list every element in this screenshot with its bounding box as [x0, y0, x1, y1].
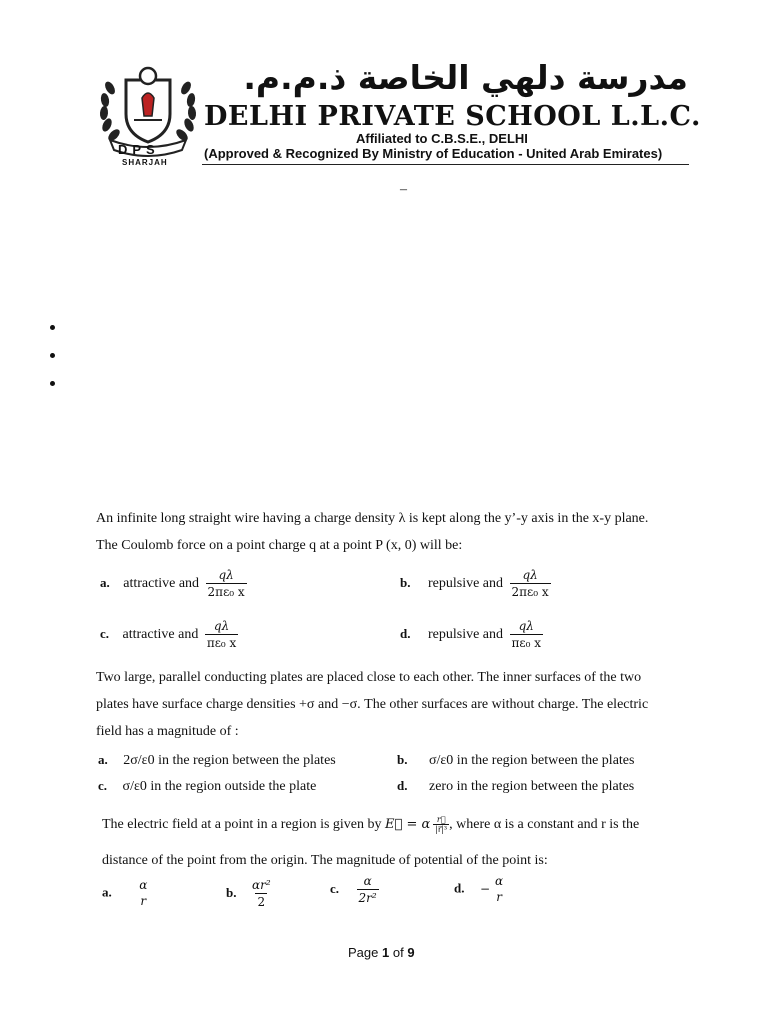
- fraction-denominator: |r⃗|³: [435, 825, 448, 834]
- option-letter: b.: [226, 885, 237, 901]
- question-3-stem-line-2: distance of the point from the origin. The magnitude of potential of the point is:: [102, 853, 548, 868]
- question-1-option-a: [100, 568, 247, 600]
- bullet-point: [50, 325, 55, 330]
- stem-text: The electric field at a point in a region is given by: [102, 817, 382, 833]
- fraction-denominator: 2: [257, 895, 266, 909]
- logo-sharjah-text: SHARJAH: [122, 158, 168, 167]
- option-fraction: [510, 619, 544, 651]
- option-letter: a.: [102, 884, 112, 900]
- stem-text: , where α is a constant and r is the: [449, 817, 640, 833]
- question-2-stem-line-3: field has a magnitude of :: [96, 724, 239, 739]
- page-word: Page: [348, 945, 379, 960]
- fraction-denominator: r: [140, 894, 147, 908]
- question-1-option-c: [100, 619, 238, 651]
- approval-text: (Approved & Recognized By Ministry of Education - United Arab Emirates): [204, 146, 663, 161]
- option-letter: a.: [98, 752, 108, 767]
- bullet-point: [50, 353, 55, 358]
- of-word: of: [392, 945, 404, 960]
- fraction-denominator: πε₀ x: [206, 636, 237, 650]
- question-3-option-d: [454, 874, 505, 905]
- question-2-stem-line-2: plates have surface charge densities +σ and −σ. The other surfaces are without charge. The electric: [96, 697, 649, 712]
- fraction-numerator: qλ: [522, 568, 538, 582]
- logo-dps-text: DPS: [118, 142, 160, 157]
- page-number: [348, 945, 415, 960]
- option-letter: b.: [397, 752, 408, 767]
- option-letter: c.: [330, 881, 340, 897]
- option-text: σ/ε0 in the region outside the plate: [122, 779, 317, 794]
- school-name-arabic: مدرسة دلهي الخاصة ذ.م.م.: [243, 58, 688, 97]
- question-2-stem-line-1: Two large, parallel conducting plates are placed close to each other. The inner surfaces of the two: [96, 670, 642, 685]
- option-fraction: [205, 619, 239, 651]
- fraction-denominator: 2πε₀ x: [207, 585, 245, 599]
- total-pages: 9: [407, 945, 415, 960]
- option-text: repulsive and: [427, 576, 504, 592]
- option-fraction: [510, 568, 551, 600]
- dash-mark: –: [400, 182, 407, 197]
- field-formula-fraction: [433, 815, 449, 835]
- question-3-option-b: [226, 878, 273, 910]
- question-1-stem-line-1: An infinite long straight wire having a charge density λ is kept along the y’-y axis in the x-y plane.: [96, 511, 649, 526]
- option-fraction: [250, 878, 273, 910]
- option-text: 2σ/ε0 in the region between the plates: [123, 753, 336, 768]
- option-text: attractive and: [122, 627, 199, 643]
- question-1-stem-line-2: The Coulomb force on a point charge q at a point P (x, 0) will be:: [96, 538, 463, 553]
- option-letter: d.: [397, 778, 408, 793]
- affiliation-text: Affiliated to C.B.S.E., DELHI: [356, 131, 528, 146]
- option-text: repulsive and: [427, 627, 504, 643]
- fraction-numerator: qλ: [218, 568, 234, 582]
- question-1-option-d: [400, 619, 543, 651]
- option-text: zero in the region between the plates: [428, 779, 635, 794]
- option-letter: b.: [400, 575, 411, 591]
- option-text: σ/ε0 in the region between the plates: [428, 753, 635, 768]
- fraction-numerator: α: [139, 878, 148, 892]
- fraction-numerator: r⃗: [436, 815, 446, 824]
- question-2-option-c: [98, 777, 316, 796]
- question-1-option-b: [400, 568, 551, 600]
- fraction-numerator: αr²: [251, 878, 271, 892]
- option-fraction: [137, 878, 149, 909]
- option-letter: d.: [454, 880, 465, 896]
- option-letter: a.: [100, 575, 110, 591]
- bullet-point: [50, 381, 55, 386]
- option-text: attractive and: [123, 576, 200, 592]
- question-2-option-d: [397, 777, 634, 796]
- header-divider: [202, 164, 689, 165]
- fraction-denominator: r: [496, 890, 502, 904]
- question-3-option-c: [330, 874, 379, 906]
- option-letter: c.: [100, 626, 110, 642]
- option-letter: c.: [98, 778, 108, 793]
- fraction-denominator: 2r²: [358, 891, 377, 905]
- question-3-option-a: [102, 878, 149, 909]
- fraction-numerator: α: [363, 874, 372, 888]
- option-fraction: [357, 874, 379, 906]
- current-page: 1: [382, 945, 390, 960]
- question-2-option-b: [397, 751, 634, 770]
- fraction-numerator: qλ: [213, 619, 230, 633]
- question-2-option-a: [98, 751, 336, 770]
- school-name: DELHI PRIVATE SCHOOL L.L.C.: [204, 101, 701, 132]
- field-formula: E⃗ = α: [385, 817, 431, 833]
- fraction-numerator: α: [495, 874, 504, 888]
- option-fraction: [493, 874, 505, 905]
- fraction-denominator: 2πε₀ x: [511, 585, 549, 599]
- option-prefix: −: [479, 881, 491, 896]
- question-3-stem-line-1: [102, 815, 639, 835]
- option-fraction: [206, 568, 247, 600]
- fraction-denominator: πε₀ x: [511, 636, 542, 650]
- option-letter: d.: [400, 626, 411, 642]
- fraction-numerator: qλ: [518, 619, 534, 633]
